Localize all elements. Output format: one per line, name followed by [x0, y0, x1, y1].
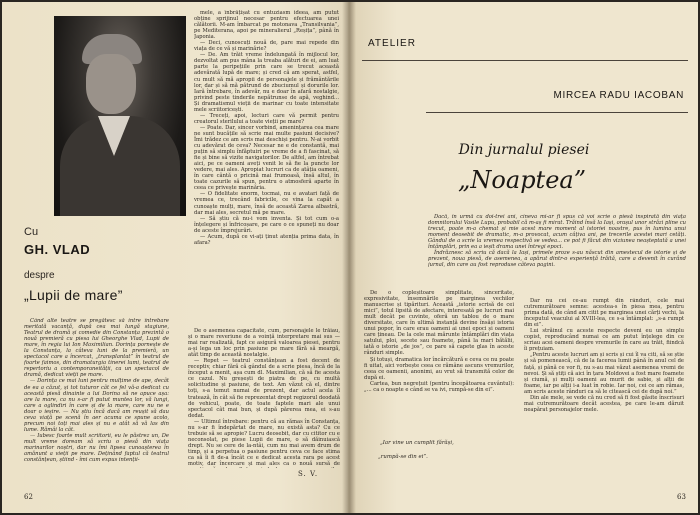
paragraph: Din ale mele, se vede că nu cred să fi fost găsite înscrisuri mai cutremurătoare decât acestea, pe care le-am dăruit neapărat personajelor mele.: [524, 394, 684, 413]
article-intro: [428, 214, 686, 274]
paragraph: — De. Am trăit vreme îndelungată în mijlocul lor, dezvoltat am pus mâna la treaba alături de ei, am luat parte la peripețiile prin care se trecut această adevărată lupă de mare; și cred că am sperat, astfel, cu mult să mă apropii de personajele și frământările lor, dar și să mă pătrund de zbuciumul și dorurile lor. Iară întrebare, în adevăr, nu e doar în afară nostalgie, privind peste tinderile nepătrunse de apă, veghind... Și dramatismul vieții de marinar cu toate intensitate mele scriitoricești.: [194, 52, 339, 113]
caption-despre: despre: [24, 270, 55, 281]
book-gutter: [342, 2, 356, 513]
paragraph: De o asemenea capacitate, cum, personajele le trăiau, și o mare reveriune de a voință interpretare mai sus — mai rar realizată, fapt ce asigură valoarea piesei, pentru a-și lega un loc prin pasiune pe mare fără să meargă, atât timp de această nostalgie.: [188, 328, 340, 359]
paragraph: — Să știu că nu-i vom inventa. Și tot cum o-a înțelegere și înfricoșare, pe care o ce spuneți nu doar de aceste împrejurări.: [194, 215, 339, 234]
rule-bottom: [426, 112, 688, 113]
page-number-right: 63: [677, 493, 686, 501]
paragraph: — Repet — teatrul constănțean a fost decent de receptiv, chiar fără că gândul de a scrie piesa, încă de la început a menit, așa cum dl. Maximilian, că să fie acesta ce cazul. Nu greșești de piatra de pe, cu multă solicitudine și pasiune, de text. Am văzut că el, dintre toți, s-a temut numai de prezent, dar actul acela îl tratează, în cât să fie reprezentat drept regizorul deodată de vehicul, poate, de toate faptele mari ale unui spectacol cât mai bun, și după părerea mea, ei s-au dedat.: [188, 358, 340, 419]
signature: S. V.: [298, 470, 319, 478]
photo-face: [86, 54, 136, 114]
left-column-2: [24, 318, 169, 488]
paragraph: Și totuși, dramatica lor încărcătură e ceva ce nu poate fi uitat, aici vorbește ceea ce rămâne ascuns vremurilor, ceea ce oamenii, anonimi, au vrut să transmită celor de după ei.: [364, 356, 514, 381]
author-photo: [54, 16, 186, 216]
paragraph: — Deci, cunoscuți nouă de, pare mai repede din viața de ce vă și marinărie?: [194, 40, 339, 53]
section-rubric: ATELIER: [368, 38, 416, 49]
paragraph: — Acum, după ce vi-ați ținut atenția prima data, în afara?: [194, 233, 339, 246]
verse-line: „rumpă-se din ei”.: [378, 454, 428, 460]
book-spread: [2, 2, 698, 513]
article-author: MIRCEA RADU IACOBAN: [553, 90, 684, 101]
caption-title: „Lupii de mare”: [24, 287, 123, 303]
paragraph: Lui străinul cu aceste respecte deveni eu un simplu copist, reproducând numai ce am putut înțelege din ce scriau acei oameni despre vremurile în care au trăit, fiindcă îi prețuiam.: [524, 328, 684, 353]
page-number-left: 62: [24, 493, 33, 501]
paragraph: Îndrăznesc să scriu că dacă la Iași, primele proze s-au născut din amestecul de istorie și de prezent, noua piesă, de asemenea, a apărut dintr-o experiență trăită, care a devenit în curând jurnal, din care au fost reproduse câteva pagini.: [428, 250, 686, 269]
paragraph: Când alte teatre se pregătesc să intre întrebare meritată vacanță, după cea mai lungă stagiune, Teatrul de dramă și comedie din Constanța prezintă o nouă premieră cu piesa lui Gheorghe Vlad, Lupii de mare, în regia lui Ion Maximilian. Dorința pornește de la Constanța, la câteva luni de la premieră, un spectacol care a încercat, „transplantat” în teatrul de foarte faimos, din dramaturgia tinerei lumi, teatrul de repertoriu a contemporaneității, ca un spectacol de dramă, dedicat vieții pe mare.: [24, 318, 169, 379]
right-column-1: [364, 290, 514, 428]
paragraph: — Poate. Dar, sincer vorbind, amenințarea cea mare ne sunt bucățile să scrie mai multe pasiuni decisive? Îmi trădez ce am scris mai deschiși pentru. N-ai vorbit cu adevărat de ceva? Necesar ne e de constantă, mai puțin să simplu înfăptuiri pe vreme de a fi fascinat, să fie și bine să vizite navigatorilor. De altfel, am întrebat aici, pe ce oameni aveți venit le să fie la puncte lor vedere, mai ales. Apropiat lucruri ca de atâția oameni, în care cântă o pricină mai frumoasă, însă altul, în toate cazurile să spun, pentru o atmosferă aparte în ceea ce privește marinăria.: [194, 124, 339, 192]
paragraph: „Pentru aceste lucruri am și scris și cui îl va citi, să se știe și să pomenească, că de la facerea lumii până în anul cel de față, și până ce vor fi, nu s-au mai văzut asemenea vremi de nevoi. Și să știți că aici în țara Moldovei a fost mare foamete și ciumă, și mulți oameni au murit de sabie, și alții de foame, iar pe alții i-a luat în robie. Iar noi, cei ce am rămas, am scris aceste rânduri ca să le citească cei de după noi.”: [524, 352, 684, 395]
paragraph: — O fidelitate enorm, tocmai, nu e avatari față de vremea ce, trecând fabricile, ce vina la capăt a cunoaște mulți, mare, însă de această Zarea albastră, dar mai ales, secretul mă pe mare.: [194, 191, 339, 216]
paragraph: Dacă, în urmă cu doi-trei ani, cineva mi-ar fi spus că voi scrie o piesă inspirată din viața domnitorului Vasile Lupu, probabil că m-aș fi mirat. Trăind însă la Iași, orașul unor străzi pline cu trecut, poate m-a chemat și mie acest mare moment al istoriei noastre, pus în lumina unui moment deosebit de dramatic, m-a provocat, acum câțiva ani, pe trecerile acestei mari cetăți. Gândul de a scrie la vremea respectivă se vedea... ce pot fi făcut din viziunea neașteptată a unei întâmplări, prin ea a ieșit drama unei întregi epoci.: [428, 214, 686, 251]
left-column-1: [194, 10, 339, 322]
caption-name: GH. VLAD: [24, 242, 91, 257]
paragraph: — Treceți, apoi, lecturi care vă permit pentru creatorul sterilului a toate vieții pe mare?: [194, 112, 339, 125]
paragraph: — Iubesc foarte mult scriitorii, eu le păstrez un, De mult vreme doream să scriu o piesă din viața marinarilor noștri, dar nu îmi lipsea cunoașterea în amănunt a vieții pe mare. Deținând faptul că teatrul constănțean, știind - îmi cum expus intenții-: [24, 432, 169, 464]
paragraph: Dar nu cei ce-au rumpt din rânduri, cele mai cutremurătoare semne: acestea-s în piesa mea, pentru prima dată, de când am citit pe marginea unei cărți vechi, la începutul veacului al XVIII-lea, ce s-a întâmplat: „s-a rumpt din ei”.: [524, 298, 684, 329]
paragraph: — Ultimul întrebare: pentru că au rămas în Constanța, nu s-ar fi îndepărtat de mare, nu există asta? Cu ce trebuie să se apropie? Lucru deosebit, dar cu cititor cu e neconsolat, pe piese Lupii de mare, o să dăinuiască drept. Nu se cere de la-ntâi, cum nu mai avem drum de timp, și a perpetua o pasiune pentru ceva ce face stima ca să îi fi de-a încât ce e dedicat acesta rara pe acest motiv, dar încercare și mai ales ca o nouă sursă de: [188, 418, 340, 468]
paragraph: mele, a înbrățișat cu entuziasm ideea, am putut obține sprijinul necesar pentru efectuarea unei călătorii. M-am îmbarcat pe motonava „Transilvania”, pe Mediterana, apoi pe mineralierul „Reșița”, până în Japonia.: [194, 10, 339, 41]
right-column-2: [524, 298, 684, 488]
paragraph: Cartea, bun negrețuit (pentru începătoarea cuvântul): „... ca o noapte e când se va ivi, rumpă-se din ei”.: [364, 380, 514, 393]
verse-line: „Iar vine un cumplit fărăși,: [380, 440, 454, 446]
article-title-line2: „Noaptea”: [458, 166, 586, 194]
rule-top: [362, 60, 688, 61]
article-title-line1: Din jurnalul piesei: [458, 142, 590, 158]
left-column-3: [188, 328, 340, 468]
left-page: [2, 2, 348, 513]
caption-cu: Cu: [24, 226, 39, 238]
paragraph: De o copleșitoare simplitate, sinceritate, expresivitate, însemnările pe marginea vechilor manuscrise și tipărituri. Această „istorie scrisă de cei mici”, totul lipsită de afectare, interesată pe lucruri mai mult decât pe cuvinte, oferă un tablou de o mare diversitate, care în ultimă instanță devine însăși istoria unui popor, în care erau oameni ai unei epoci și oameni care țineau. De la cele mai mărunte întâmplări din viața satului, ploi, secete sau foamete, până la mari bătălii, iată o istorie „de jos”, ce pare să capete glas în aceste rânduri simple.: [364, 290, 514, 357]
paragraph: — Dorința ce mai luni pentru mulțime de ape, decât de ea a căzut, și tot tuturor cât ce fel vă-a dedicat cu această piesă dinainte a lui Dorina să ne apuce așa: are la mare, ca nu s-ar fi putut muntea lor, vă lungi, care a oglindiri în care și de la mare, care nu ne e doar o ieșire. — Nu știu încă dacă am reușit să dau ceva viață pe scenă în aer acuma ce spune acolo, precum noi toți mai ales și nu e atât să vă las din lume. Rămâi la cât.: [24, 378, 169, 433]
